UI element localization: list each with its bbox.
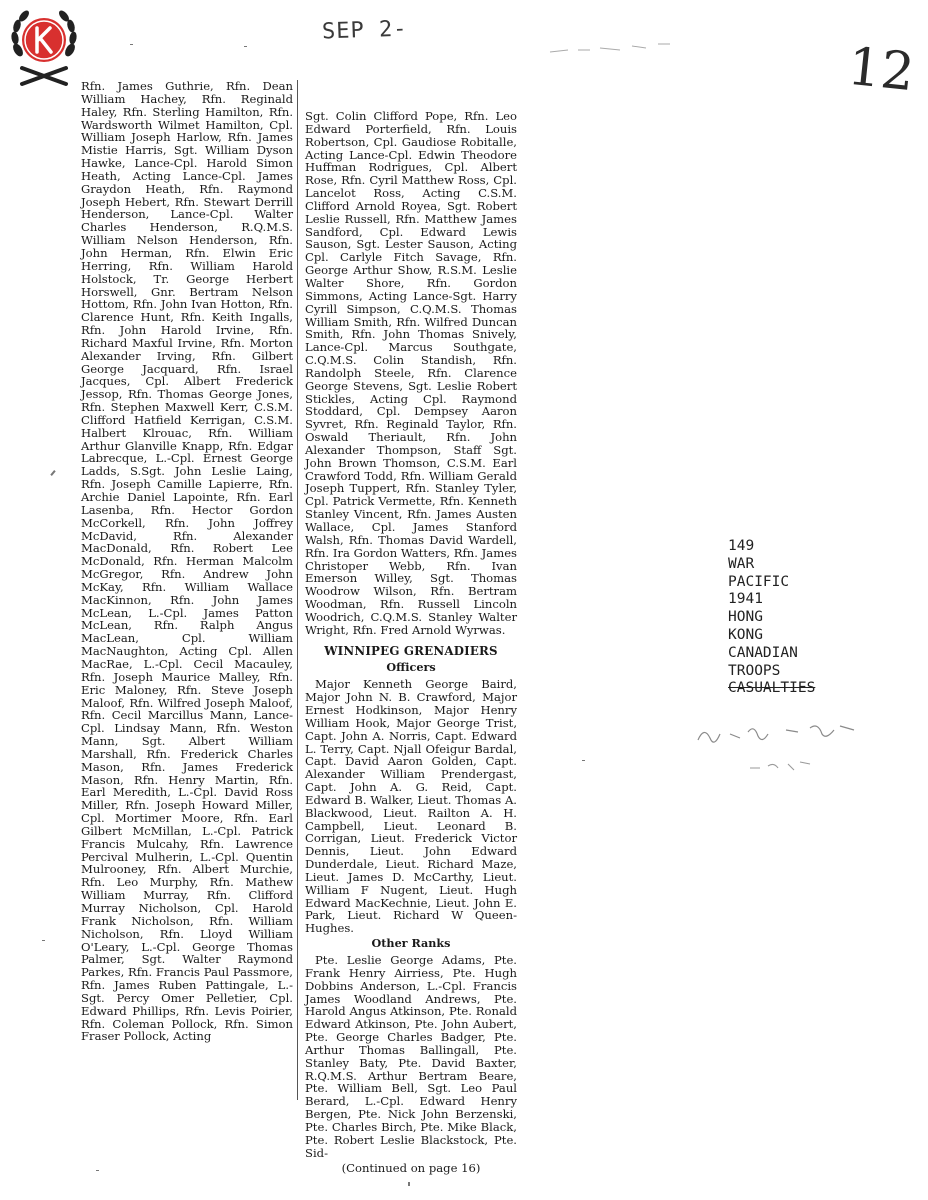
speck (408, 1182, 410, 1186)
unit-heading: WINNIPEG GRENADIERS (324, 643, 498, 658)
clipping-left-column (81, 80, 298, 1100)
speck (96, 1170, 99, 1171)
page-number-handwritten: 12 (845, 36, 918, 104)
pencil-scribble-icon (690, 710, 880, 790)
archive-logo (8, 6, 80, 88)
officers-heading: Officers (386, 660, 436, 675)
label-line: 149 (728, 538, 755, 554)
casualty-list-left: Rfn. James Guthrie, Rfn. Dean William Hachey, Rfn. Reginald Haley, Rfn. Sterling Hamilton, Rfn. Wardsworth Wilmet Hamilton, Cpl. William Joseph Harlow, Rfn. James Mistie Harris, Sgt. William Dyson Hawke, Lance-Cpl. Harold Simon Heath, Acting Lance-Cpl. James Graydon Heath, Rfn. Raymond Joseph Hebert, Rfn. Stewart Derrill Henderson, Lance-Cpl. Walter Charles Henderson, R.Q.M.S. William Nelson Henderson, Rfn. John Herman, Rfn. Elwin Eric Herring, Rfn. William Harold Holstock, Tr. George Herbert Horswell, Gnr. Bertram Nelson Hottom, Rfn. John Ivan Hotton, Rfn. Clarence Hunt, Rfn. Keith Ingalls, Rfn. John Harold Irvine, Rfn. Richard Maxful Irvine, Rfn. Morton Alexander Irving, Rfn. Gilbert George Jacquard, Rfn. Israel Jacques, Cpl. Albert Frederick Jessop, Rfn. Thomas George Jones, Rfn. Stephen Maxwell Kerr, C.S.M. Clifford Hatfield Kerrigan, C.S.M. Halbert Klrouac, Rfn. William Arthur Glanville Knapp, Rfn. Edgar Labrecque, L.-Cpl. Ernest George Ladds, S.Sgt. John Leslie Laing, Rfn. Joseph Camille Lapierre, Rfn. Archie Daniel Lapointe, Rfn. Earl Lasenba, Rfn. Hector Gordon McCorkell, Rfn. John Joffrey McDavid, Rfn. Alexander MacDonald, Rfn. Robert Lee McDonald, Rfn. Herman Malcolm McGregor, Rfn. Andrew John McKay, Rfn. William Wallace MacKinnon, Rfn. John James McLean, L.-Cpl. James Patton McLean, Rfn. Ralph Angus MacLean, Cpl. William MacNaughton, Acting Cpl. Allen MacRae, L.-Cpl. Cecil Macauley, Rfn. Joseph Maurice Malley, Rfn. Eric Maloney, Rfn. Steve Joseph Maloof, Rfn. Wilfred Joseph Maloof, Rfn. Cecil Marcillus Mann, Lance-Cpl. Lindsay Mann, Rfn. Weston Mann, Sgt. Albert William Marshall, Rfn. Frederick Charles Mason, Rfn. James Frederick Mason, Rfn. Henry Martin, Rfn. Earl Meredith, L.-Cpl. David Ross Miller, Rfn. Joseph Howard Miller, Cpl. Mortimer Moore, Rfn. Earl Gilbert McMillan, L.-Cpl. Patrick Francis Mulcahy, Rfn. Lawrence Percival Mulherin, L.-Cpl. Quentin Mulrooney, Rfn. Albert Murchie, Rfn. Leo Murphy, Rfn. Mathew William Murray, Rfn. Clifford Murray Nicholson, Cpl. Harold Frank Nicholson, Rfn. William Nicholson, Rfn. Lloyd William O'Leary, L.-Cpl. George Thomas Palmer, Sgt. Walter Raymond Parkes, Rfn. Francis Paul Passmore, Rfn. James Ruben Pattingale, L.-Sgt. Percy Omer Pelletier, Cpl. Edward Phillips, Rfn. Levis Poirier, Rfn. Coleman Pollock, Rfn. Simon Fraser Pollock, Acting (81, 79, 293, 1044)
label-line: KONG (728, 626, 763, 643)
label-line: 1941 (728, 591, 763, 608)
label-line: HONG (728, 609, 763, 626)
speck (50, 470, 55, 476)
label-line: TROOPS (728, 662, 781, 679)
label-line: PACIFIC (728, 573, 790, 590)
date-stamp: SEP 2- (321, 16, 408, 45)
officers-list: Major Kenneth George Baird, Major John N. B. Crawford, Major Ernest Hodkinson, Major Henry William Hook, Major George Trist, Capt. John A. Norris, Capt. Edward L. Terry, Capt. Njall Ofeigur Bardal, Capt. David Aaron Golden, Capt. Alexander William Prendergast, Capt. John A. G. Reid, Capt. Edward B. Walker, Lieut. Thomas A. Blackwood, Lieut. Railton A. H. Campbell, Lieut. Leonard B. Corrigan, Lieut. Frederick Victor Dennis, Lieut. John Edward Dunderdale, Lieut. Richard Maze, Lieut. James D. McCarthy, Lieut. William F Nugent, Lieut. Hugh Edward MacKechnie, Lieut. John E. Park, Lieut. Richard W Queen-Hughes. (305, 677, 517, 936)
laurel-k-logo-icon (8, 6, 80, 88)
clipping-right-column (305, 110, 517, 1174)
other-ranks-list: Pte. Leslie George Adams, Pte. Frank Henry Airriess, Pte. Hugh Dobbins Anderson, L.-Cpl. Francis James Woodland Andrews, Pte. Harold Angus Atkinson, Pte. Ronald Edward Atkinson, Pte. John Aubert, Pte. George Charles Badger, Pte. Arthur Thomas Ballingall, Pte. Stanley Baty, Pte. David Baxter, R.Q.M.S. Arthur Bertram Beare, Pte. William Bell, Sgt. Leo Paul Berard, L.-Cpl. Edward Henry Bergen, Pte. Nick John Berzenski, Pte. Charles Birch, Pte. Mike Black, Pte. Robert Leslie Blackstock, Pte. Sid- (305, 953, 517, 1160)
label-line-struck: CASUALTIES (728, 680, 816, 697)
speck (244, 46, 247, 47)
speck (42, 940, 45, 941)
casualty-list-right: Sgt. Colin Clifford Pope, Rfn. Leo Edward Porterfield, Rfn. Louis Robertson, Cpl. Gaudiose Robitalle, Acting Lance-Cpl. Edwin Theodore Huffman Rodrigues, Cpl. Albert Rose, Rfn. Cyril Matthew Ross, Cpl. Lancelot Ross, Acting C.S.M. Clifford Arnold Royea, Sgt. Robert Leslie Russell, Rfn. Matthew James Sandford, Cpl. Edward Lewis Sauson, Sgt. Lester Sauson, Acting Cpl. Carlyle Fitch Savage, Rfn. George Arthur Show, R.S.M. Leslie Walter Shore, Rfn. Gordon Simmons, Acting Lance-Sgt. Harry Cyrill Simpson, C.Q.M.S. Thomas William Smith, Rfn. Wilfred Duncan Smith, Rfn. John Thomas Snively, Lance-Cpl. Marcus Southgate, C.Q.M.S. Colin Standish, Rfn. Randolph Steele, Rfn. Clarence George Stevens, Sgt. Leslie Robert Stickles, Acting Cpl. Raymond Stoddard, Cpl. Dempsey Aaron Syvret, Rfn. Reginald Taylor, Rfn. Oswald Theriault, Rfn. John Alexander Thompson, Staff Sgt. John Brown Thomson, C.S.M. Earl Crawford Todd, Rfn. William Gerald Joseph Tuppert, Rfn. Stanley Tyler, Cpl. Patrick Vermette, Rfn. Kenneth Stanley Vincent, Rfn. James Austen Wallace, Cpl. James Stanford Walsh, Rfn. Thomas David Wardell, Rfn. Ira Gordon Watters, Rfn. James Christoper Webb, Rfn. Ivan Emerson Willey, Sgt. Thomas Woodrow Wilson, Rfn. Bertram Woodman, Rfn. Russell Lincoln Woodrich, C.Q.M.S. Stanley Walter Wright, Rfn. Fred Arnold Wyrwas. (305, 109, 517, 637)
faint-marks-icon (540, 38, 690, 68)
other-ranks-heading: Other Ranks (371, 936, 451, 951)
speck (582, 760, 585, 761)
continued-note: (Continued on page 16) (341, 1160, 481, 1175)
archive-subject-label (728, 538, 815, 698)
label-line: WAR (728, 555, 755, 572)
speck (130, 44, 133, 45)
label-line: CANADIAN (728, 644, 798, 661)
